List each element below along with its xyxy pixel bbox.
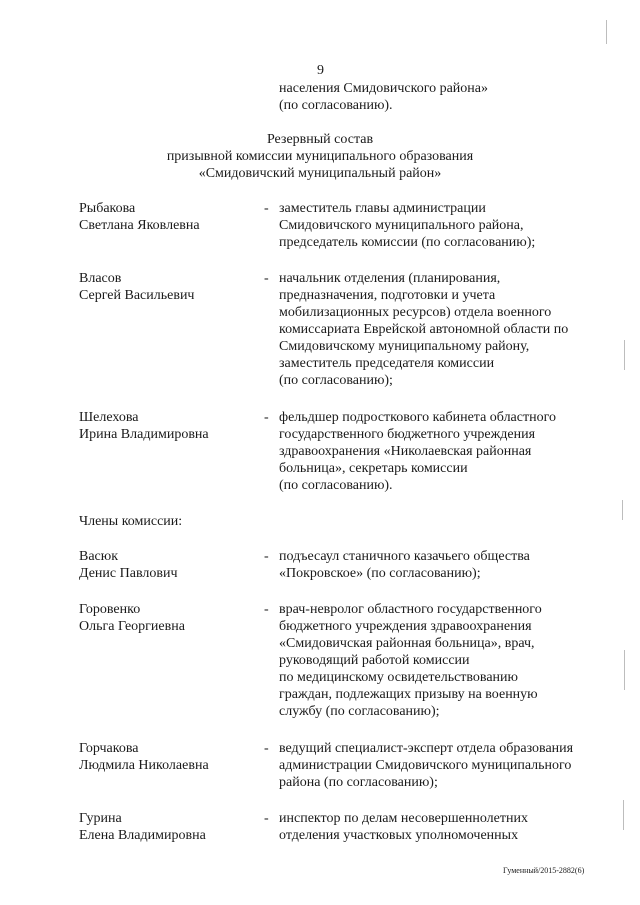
person-name [79,740,209,774]
person-surname: Гурина [79,811,122,826]
description-line: отделения участковых уполномоченных [279,828,519,843]
description-line: (по согласованию). [279,478,393,493]
person-given-names: Денис Павлович [79,566,178,581]
description-line: начальник отделения (планирования, [279,271,501,286]
description-line: здравоохранения «Николаевская районная [279,444,532,459]
person-given-names: Светлана Яковлевна [79,218,200,233]
description-line: предназначения, подготовки и учета [279,288,496,303]
description-line: бюджетного учреждения здравоохранения [279,619,532,634]
person-description [279,200,535,251]
description-line: инспектор по делам несовершеннолетних [279,811,528,826]
description-line: комиссариата Еврейской автономной области по [279,322,569,337]
person-surname: Васюк [79,549,119,564]
person-given-names: Ольга Георгиевна [79,619,185,634]
description-line: «Покровское» (по согласованию); [279,566,481,581]
continuation-line-2: (по согласованию). [279,98,393,113]
heading-line-3: «Смидовичский муниципальный район» [198,166,442,181]
description-line: района (по согласованию); [279,775,438,790]
person-name [79,409,209,443]
person-given-names: Елена Владимировна [79,828,206,843]
heading-line-2: призывной комиссии муниципального образования [166,149,474,164]
description-line: врач-невролог областного государственного [279,602,542,617]
dash-separator: - [264,410,269,425]
person-description [279,601,542,720]
members-heading: Члены комиссии: [79,514,183,529]
description-line: заместитель председателя комиссии [279,356,495,371]
page-number: 9 [317,63,324,78]
scan-edge-mark [624,650,625,690]
person-surname: Шелехова [79,410,139,425]
person-surname: Власов [79,271,122,286]
description-line: руководящий работой комиссии [279,653,470,668]
scan-edge-mark [606,20,607,44]
description-line: подъесаул станичного казачьего общества [279,549,530,564]
dash-separator: - [264,811,269,826]
description-line: государственного бюджетного учреждения [279,427,536,442]
footer-code: Гуменный/2015-2882(6) [503,866,585,875]
description-line: «Смидовичская районная больница», врач, [279,636,535,651]
description-line: мобилизационных ресурсов) отдела военного [279,305,552,320]
person-surname: Горчакова [79,741,139,756]
person-description [279,740,573,791]
description-line: ведущий специалист-эксперт отдела образования [279,741,574,756]
person-surname: Рыбакова [79,201,136,216]
description-line: службу (по согласованию); [279,704,440,719]
person-name [79,810,206,844]
description-line: фельдшер подросткового кабинета областного [279,410,556,425]
description-line: Смидовичскому муниципальному району, [279,339,530,354]
person-given-names: Сергей Васильевич [79,288,195,303]
dash-separator: - [264,741,269,756]
scan-edge-mark [624,340,625,370]
person-name [79,270,194,304]
person-description [279,409,556,494]
dash-separator: - [264,201,269,216]
person-name [79,548,178,582]
person-description [279,810,528,844]
description-line: по медицинскому освидетельствованию [279,670,519,685]
description-line: заместитель главы администрации [279,201,486,216]
continuation-line-1: населения Смидовичского района» [279,81,488,96]
scan-edge-mark [623,800,624,830]
person-description [279,548,530,582]
person-name [79,601,185,635]
dash-separator: - [264,271,269,286]
description-line: граждан, подлежащих призыву на военную [279,687,538,702]
person-surname: Горовенко [79,602,141,617]
description-line: председатель комиссии (по согласованию); [279,235,536,250]
person-given-names: Людмила Николаевна [79,758,209,773]
person-name [79,200,200,234]
description-line: Смидовичского муниципального района, [279,218,524,233]
description-line: (по согласованию); [279,373,393,388]
dash-separator: - [264,549,269,564]
person-given-names: Ирина Владимировна [79,427,209,442]
description-line: администрации Смидовичского муниципального [279,758,572,773]
person-description [279,270,568,389]
heading-line-1: Резервный состав [266,132,374,147]
description-line: больница», секретарь комиссии [279,461,468,476]
scan-edge-mark [622,500,623,520]
dash-separator: - [264,602,269,617]
